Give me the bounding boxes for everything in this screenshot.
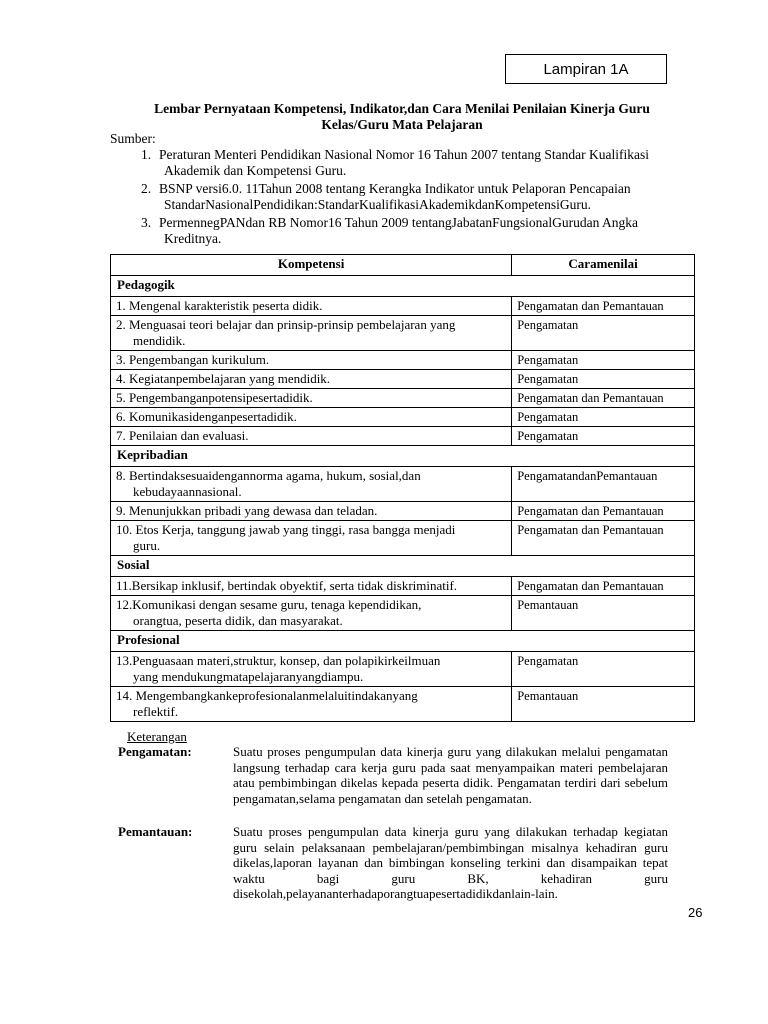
competency-text: 3. Pengembangan kurikulum. <box>116 352 270 367</box>
competency-text-cont: orangtua, peserta didik, dan masyarakat. <box>133 613 343 628</box>
competency-cell <box>111 577 512 596</box>
table-row <box>111 351 695 370</box>
competency-table <box>110 254 695 722</box>
competency-text-cont: mendidik. <box>133 333 186 348</box>
category-row <box>111 556 695 577</box>
method-cell: Pemantauan <box>512 687 695 722</box>
competency-text: 1. Mengenal karakteristik peserta didik. <box>116 298 323 313</box>
source-text: PermennegPANdan RB Nomor16 Tahun 2009 tentangJabatanFungsionalGurudan Angka <box>159 215 638 230</box>
method-cell: Pengamatan dan Pemantauan <box>512 521 695 556</box>
category-kepribadian: Kepribadian <box>111 446 695 467</box>
source-number: 3. <box>141 215 152 230</box>
competency-cell <box>111 467 512 502</box>
competency-text-cont: reflektif. <box>133 704 179 719</box>
competency-text: 9. Menunjukkan pribadi yang dewasa dan teladan. <box>116 503 378 518</box>
header-caramenilai: Caramenilai <box>512 255 695 276</box>
source-number: 1. <box>141 147 152 162</box>
table-row <box>111 521 695 556</box>
page-number: 26 <box>688 905 703 920</box>
table-row <box>111 687 695 722</box>
competency-text: 13.Penguasaan materi,struktur, konsep, dan polapikirkeilmuan <box>116 653 441 668</box>
definition-pemantauan <box>118 824 668 902</box>
source-list <box>141 147 696 249</box>
source-item <box>141 181 696 213</box>
competency-cell <box>111 596 512 631</box>
competency-text-cont: guru. <box>133 538 161 553</box>
term-pemantauan: Pemantauan: <box>118 824 193 839</box>
method-cell: Pengamatan dan Pemantauan <box>512 577 695 596</box>
method-cell: Pengamatan <box>512 370 695 389</box>
table-row <box>111 467 695 502</box>
method-cell: Pengamatan <box>512 652 695 687</box>
source-number: 2. <box>141 181 152 196</box>
competency-text: 10. Etos Kerja, tanggung jawab yang tinggi, rasa bangga menjadi <box>116 522 456 537</box>
competency-cell <box>111 370 512 389</box>
table-row <box>111 577 695 596</box>
method-cell: Pengamatan <box>512 351 695 370</box>
method-cell: Pemantauan <box>512 596 695 631</box>
sumber-label: Sumber: <box>110 131 156 146</box>
desc-pengamatan: Suatu proses pengumpulan data kinerja guru yang dilakukan melalui pengamatan langsung terhadap cara kerja guru pada saat menyampaikan materi pembelajaran atau pembimbingan dikelas kepada peserta didik. Pengamatan terdiri dari sebelum pengamatan,selama pengamatan dan setelah pengamatan. <box>233 744 668 806</box>
method-cell: Pengamatan <box>512 427 695 446</box>
method-cell: Pengamatan dan Pemantauan <box>512 502 695 521</box>
source-text-cont: Akademik dan Kompetensi Guru. <box>164 163 347 178</box>
source-item <box>141 215 696 247</box>
source-text-cont: Kreditnya. <box>164 231 222 246</box>
competency-cell <box>111 502 512 521</box>
table-row <box>111 502 695 521</box>
competency-text: 2. Menguasai teori belajar dan prinsip-prinsip pembelajaran yang <box>116 317 456 332</box>
competency-text: 4. Kegiatanpembelajaran yang mendidik. <box>116 371 331 386</box>
competency-cell <box>111 389 512 408</box>
table-row <box>111 427 695 446</box>
competency-cell <box>111 687 512 722</box>
document-title <box>110 101 694 133</box>
competency-cell <box>111 408 512 427</box>
source-item <box>141 147 696 179</box>
table-row <box>111 389 695 408</box>
competency-text: 6. Komunikasidenganpesertadidik. <box>116 409 297 424</box>
header-kompetensi: Kompetensi <box>111 255 512 276</box>
competency-text: 5. Pengembanganpotensipesertadidik. <box>116 390 313 405</box>
table-row <box>111 652 695 687</box>
method-cell: Pengamatan <box>512 408 695 427</box>
category-row <box>111 446 695 467</box>
competency-cell <box>111 297 512 316</box>
competency-cell <box>111 316 512 351</box>
competency-cell <box>111 351 512 370</box>
competency-cell <box>111 521 512 556</box>
competency-cell <box>111 652 512 687</box>
table-row <box>111 370 695 389</box>
competency-text: 12.Komunikasi dengan sesame guru, tenaga kependidikan, <box>116 597 422 612</box>
title-line-1: Lembar Pernyataan Kompetensi, Indikator,dan Cara Menilai Penilaian Kinerja Guru <box>154 101 650 116</box>
table-row <box>111 316 695 351</box>
category-sosial: Sosial <box>111 556 695 577</box>
method-cell: PengamatandanPemantauan <box>512 467 695 502</box>
title-line-2: Kelas/Guru Mata Pelajaran <box>321 117 483 132</box>
competency-text: 11.Bersikap inklusif, bertindak obyektif, serta tidak diskriminatif. <box>116 578 458 593</box>
keterangan-label: Keterangan <box>127 729 187 744</box>
method-cell: Pengamatan dan Pemantauan <box>512 389 695 408</box>
category-profesional: Profesional <box>111 631 695 652</box>
competency-text-cont: kebudayaannasional. <box>133 484 242 499</box>
competency-cell <box>111 427 512 446</box>
competency-text-cont: yang mendukungmatapelajaranyangdiampu. <box>133 669 364 684</box>
table-row <box>111 596 695 631</box>
table-row <box>111 297 695 316</box>
table-header-row <box>111 255 695 276</box>
competency-text: 14. Mengembangkankeprofesionalanmelaluitindakanyang <box>116 688 418 703</box>
desc-pemantauan: Suatu proses pengumpulan data kinerja guru yang dilakukan terhadap kegiatan guru selain pelaksanaan pembelajaran/pembimbingan misalnya kehadiran guru dikelas,laporan layanan dan bimbingan konseling terkini dan disampaikan tepat waktu bagi guru BK, kehadiran guru disekolah,pelayananterhadaporangtuapesertadidikdanlain-lain. <box>233 824 668 901</box>
source-text-cont: StandarNasionalPendidikan:StandarKualifikasiAkademikdanKompetensiGuru. <box>164 197 592 212</box>
source-text: Peraturan Menteri Pendidikan Nasional Nomor 16 Tahun 2007 tentang Standar Kualifikasi <box>159 147 649 162</box>
category-row <box>111 276 695 297</box>
source-text: BSNP versi6.0. 11Tahun 2008 tentang Kerangka Indikator untuk Pelaporan Pencapaian <box>159 181 631 196</box>
term-pengamatan: Pengamatan: <box>118 744 192 759</box>
category-pedagogik: Pedagogik <box>111 276 695 297</box>
table-row <box>111 408 695 427</box>
method-cell: Pengamatan dan Pemantauan <box>512 297 695 316</box>
method-cell: Pengamatan <box>512 316 695 351</box>
definition-pengamatan <box>118 744 668 806</box>
category-row <box>111 631 695 652</box>
lampiran-label: Lampiran 1A <box>505 54 667 84</box>
competency-text: 7. Penilaian dan evaluasi. <box>116 428 249 443</box>
competency-text: 8. Bertindaksesuaidengannorma agama, hukum, sosial,dan <box>116 468 421 483</box>
